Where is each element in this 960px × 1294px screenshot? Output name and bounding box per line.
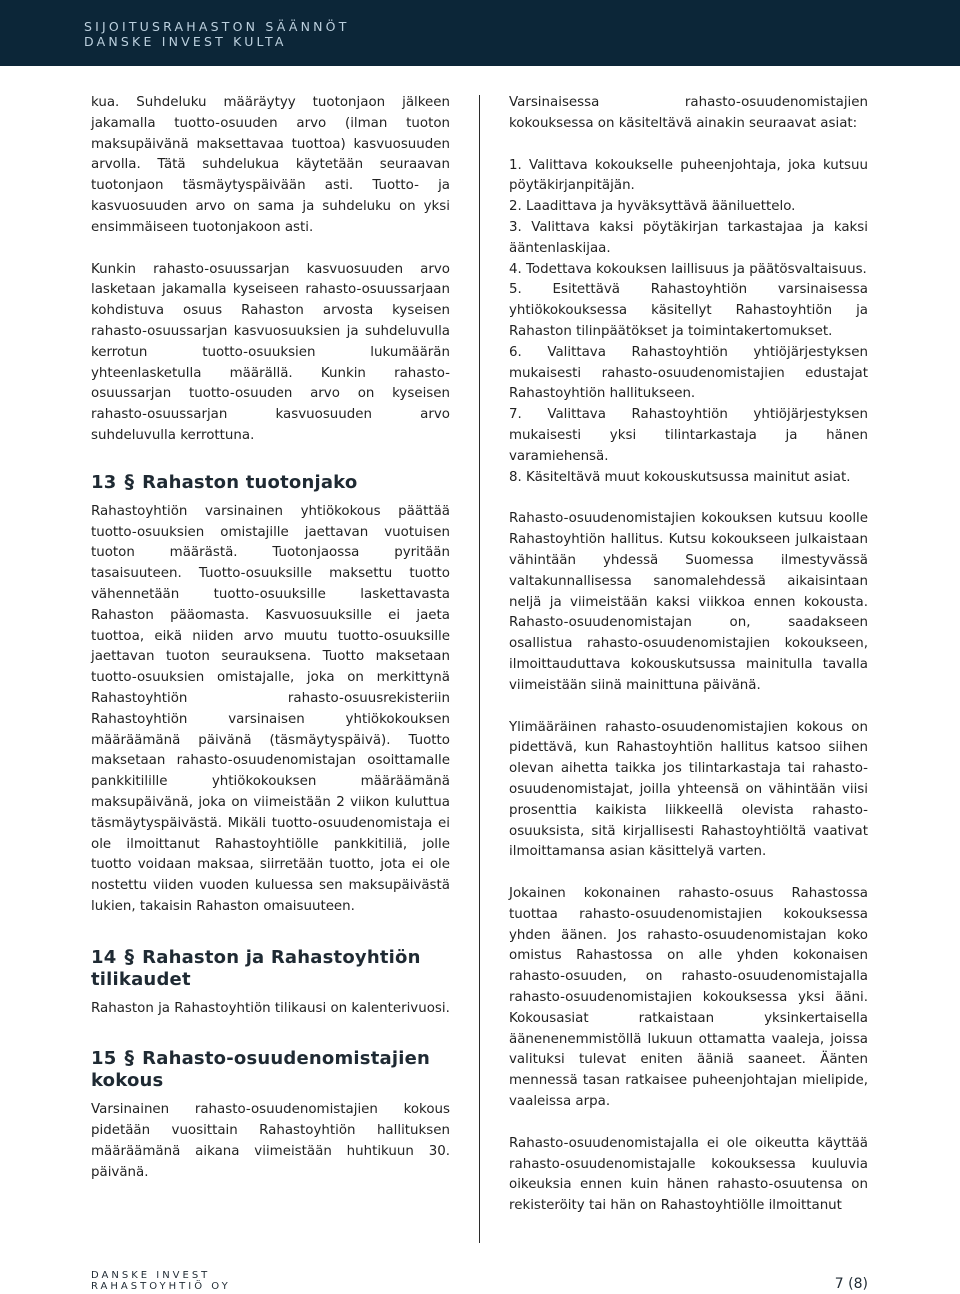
page-number: 7 (8) (834, 1276, 868, 1292)
list-item: 8. Käsiteltävä muut kokouskutsussa mainitut asiat. (509, 469, 851, 485)
header-band (0, 0, 960, 66)
section-symbol: § (124, 1047, 135, 1070)
section-title: Rahasto-osuudenomistajien kokous (91, 1048, 431, 1092)
list-item: 4. Todettava kokouksen laillisuus ja päätösvaltaisuus. (509, 261, 867, 277)
list-item: 2. Laadittava ja hyväksyttävä ääniluettelo. (509, 199, 796, 215)
footer-line: RAHASTOYHTIÖ OY (91, 1281, 231, 1292)
section-number: 15 (91, 1048, 117, 1070)
paragraph: Jokainen kokonainen rahasto-osuus Rahastossa tuottaa rahasto-osuudenomistajien kokouksessa yhden äänen. Jos rahasto-osuudenomistajan koko omistus Rahastossa on alle yhden kokonaisen rahasto-osuuden, on rahasto-osuudenomistajalla rahasto-osuudenomistajien kokouksessa yksi ääni. Kokousasiat ratkaistaan yksinkertaisella äänenenemmistöllä lukuun ottamatta vaaleja, joissa valituksi tulevat eniten ääniä saaneet. Äänten mennessä tasan ratkaisee puheenjohtajan mielipide, vaaleissa arpa. (509, 886, 868, 1110)
paragraph: Varsinaisessa rahasto-osuudenomistajien kokouksessa on käsiteltävä ainakin seuraavat asiat: (509, 95, 868, 131)
column-divider (479, 95, 480, 1243)
paragraph: kua. Suhdeluku määräytyy tuotonjaon jälkeen jakamalla tuotto-osuuden arvo (ilman tuoton maksupäivänä maksettavaa tuottoa) kasvuosuuden arvolla. Tätä suhdelukua käytetään seuraavan tuotonjaon täsmäytyspäivään asti. Tuotto- ja kasvuosuuden arvo on sama ja suhdeluku on yksi ensimmäiseen tuotonjakoon asti. (91, 95, 450, 235)
paragraph: Ylimääräinen rahasto-osuudenomistajien kokous on pidettävä, kun Rahastoyhtiön hallitus katsoo siihen olevan aihetta taikka jos tilintarkastaja tai rahasto-osuudenomistajat, joilla yhteensä on vähintään viisi prosenttia kaikista liikkeellä olevista rahasto-osuuksista, sitä kirjallisesti Rahastoyhtiöltä vaativat ilmoittamansa asian käsittelyä varten. (509, 719, 868, 860)
section-15-heading (91, 1047, 450, 1092)
section-number: 13 (91, 471, 117, 493)
right-column (509, 93, 868, 1217)
section-13-heading (91, 471, 450, 494)
fund-name: DANSKE INVEST KULTA (84, 34, 287, 49)
section-symbol: § (124, 945, 135, 968)
list-item: 5. Esitettävä Rahastoyhtiön varsinaisessa yhtiökokouksessa käsitellyt Rahastoyhtiön ja Rahaston tilinpäätökset ja toimintakertomukset. (509, 282, 868, 339)
section-title: Rahaston tuotonjako (142, 471, 358, 493)
paragraph: Rahastoyhtiön varsinainen yhtiökokous päättää tuotto-osuuksien omistajille jaettavan vuotuisen tuoton määrästä. Tuotonjaossa pyritään tasaisuuteen. Tuotto-osuuksille maksettu tuotto vähennetään tuotto-osuuksille laskettavasta Rahaston pääomasta. Kasvuosuuksille ei jaeta tuottoa, eikä niiden arvo muutu tuotto-osuuksille jaettavan tuoton seurauksena. Tuotto maksetaan tuotto-osuuksien omistajalle, joka on merkittynä Rahastoyhtiön rahasto-osuusrekisteriin Rahastoyhtiön varsinaisen yhtiökokouksen määräämänä päivänä (täsmäytyspäivä). Tuotto maksetaan rahasto-osuudenomistajan osoittamalle pankkitilille yhtiökokouksen määräämänä maksupäivänä, joka on viimeistään 2 viikon kuluttua täsmäytyspäivästä. Mikäli tuotto-osuudenomistaja ei ole ilmoittanut Rahastoyhtiölle pankkitiliä, jolle tuotto voidaan maksaa, siirretään tuotto, jota ei ole nostettu viiden vuoden kuluessa sen maksupäivästä lukien, takaisin Rahaston omaisuuteen. (91, 503, 450, 914)
footer-line: DANSKE INVEST (91, 1270, 211, 1281)
left-column (91, 93, 450, 1184)
section-symbol: § (124, 470, 135, 493)
footer-company (91, 1270, 231, 1292)
list-item: 1. Valittava kokoukselle puheenjohtaja, joka kutsuu pöytäkirjanpitäjän. (509, 157, 868, 194)
paragraph: Rahasto-osuudenomistajien kokouksen kutsuu koolle Rahastoyhtiön hallitus. Kutsu kokoukseen julkaistaan vähintään yhdessä Suomessa ilmestyvässä valtakunnallisessa sanomalehdessä aikaisintaan neljä ja viimeistään kaksi viikkoa ennen kokousta. Rahasto-osuudenomistajan on, saadakseen osallistua rahasto-osuudenomistajien kokoukseen, ilmoittauduttava kokouskutsussa mainitulla tavalla viimeistään siinä mainittuna päivänä. (509, 511, 868, 693)
section-title: Rahaston ja Rahastoyhtiön tilikaudet (91, 946, 421, 990)
paragraph: Rahasto-osuudenomistajalla ei ole oikeutta käyttää rahasto-osuudenomistajalle kokouksessa kuuluvia oikeuksia ennen kuin hänen rahasto-osuutensa on rekisteröity tai hän on Rahastoyhtiölle ilmoittanut (509, 1135, 868, 1214)
list-item: 6. Valittava Rahastoyhtiön yhtiöjärjestyksen mukaisesti rahasto-osuudenomistajien edustajat Rahastoyhtiön hallitukseen. (509, 344, 868, 402)
list-item: 3. Valittava kaksi pöytäkirjan tarkastajaa ja kaksi ääntenlaskijaa. (509, 219, 868, 256)
list-item: 7. Valittava Rahastoyhtiön yhtiöjärjestyksen mukaisesti yksi tilintarkastaja ja hänen varamiehensä. (509, 407, 868, 464)
paragraph: Kunkin rahasto-osuussarjan kasvuosuuden arvo lasketaan jakamalla kyseiseen rahasto-osuussarjaan kohdistuva osuus Rahaston arvosta kyseisen rahasto-osuussarjan kasvuosuuksien ja suhdeluvulla kerrotun tuotto-osuuksien lukumäärän yhteenlasketulla määrällä. Kunkin rahasto-osuussarjan tuotto-osuuden arvo on kyseisen rahasto-osuussarjan kasvuosuuden arvo suhdeluvulla kerrottuna. (91, 261, 450, 443)
document-title: SIJOITUSRAHASTON SÄÄNNÖT (84, 19, 350, 34)
section-14-heading (91, 946, 450, 991)
section-number: 14 (91, 946, 117, 968)
paragraph: Varsinainen rahasto-osuudenomistajien kokous pidetään vuosittain Rahastoyhtiön hallituksen määräämänä aikana viimeistään huhtikuun 30. päivänä. (91, 1102, 450, 1180)
paragraph: Rahaston ja Rahastoyhtiön tilikausi on kalenterivuosi. (91, 1000, 450, 1016)
